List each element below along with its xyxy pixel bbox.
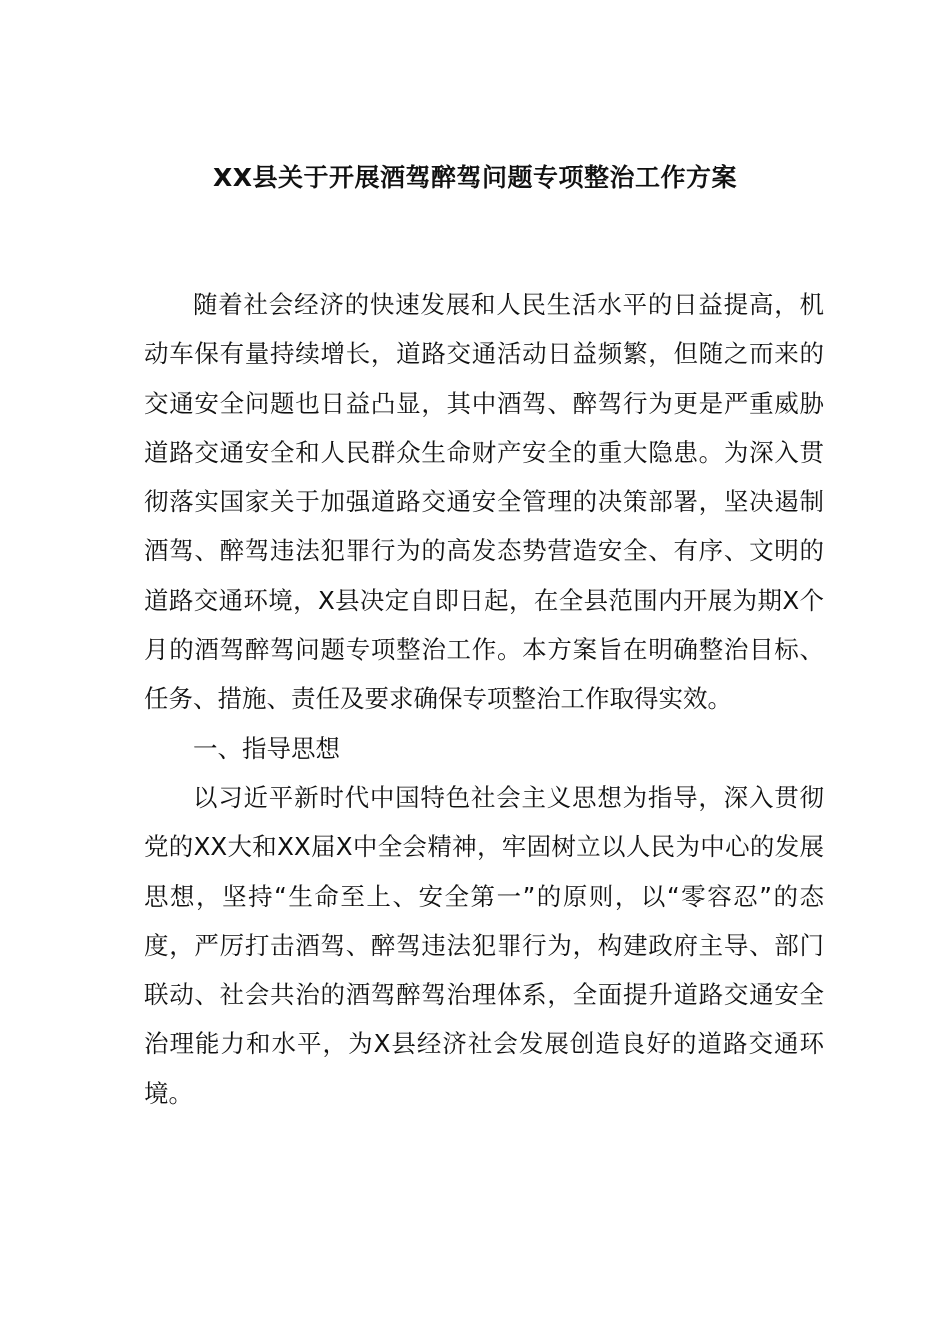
paragraph-intro: 随着社会经济的快速发展和人民生活水平的日益提高，机动车保有量持续增长，道路交通活动日益频繁，但随之而来的交通安全问题也日益凸显，其中酒驾、醉驾行为更是严重威胁道路交通安全和人民群众生命财产安全的重大隐患。为深入贯彻落实国家关于加强道路交通安全管理的决策部署，坚决遏制酒驾、醉驾违法犯罪行为的高发态势营造安全、有序、文明的道路交通环境，X县决定自即日起，在全县范围内开展为期X个月的酒驾醉驾问题专项整治工作。本方案旨在明确整治目标、任务、措施、责任及要求确保专项整治工作取得实效。 xyxy=(144,290,824,714)
document-title: XX县关于开展酒驾醉驾问题专项整治工作方案 xyxy=(212,163,738,192)
document-body xyxy=(144,280,824,1118)
paragraph-guiding-ideology: 以习近平新时代中国特色社会主义思想为指导，深入贯彻党的XX大和XX届X中全会精神，牢固树立以人民为中心的发展思想，坚持“生命至上、安全第一”的原则，以“零容忍”的态度，严厉打击酒驾、醉驾违法犯罪行为，构建政府主导、部门联动、社会共治的酒驾醉驾治理体系，全面提升道路交通安全治理能力和水平，为X县经济社会发展创造良好的道路交通环境。 xyxy=(144,782,824,1108)
section-heading-guiding-ideology: 一、指导思想 xyxy=(193,733,340,763)
